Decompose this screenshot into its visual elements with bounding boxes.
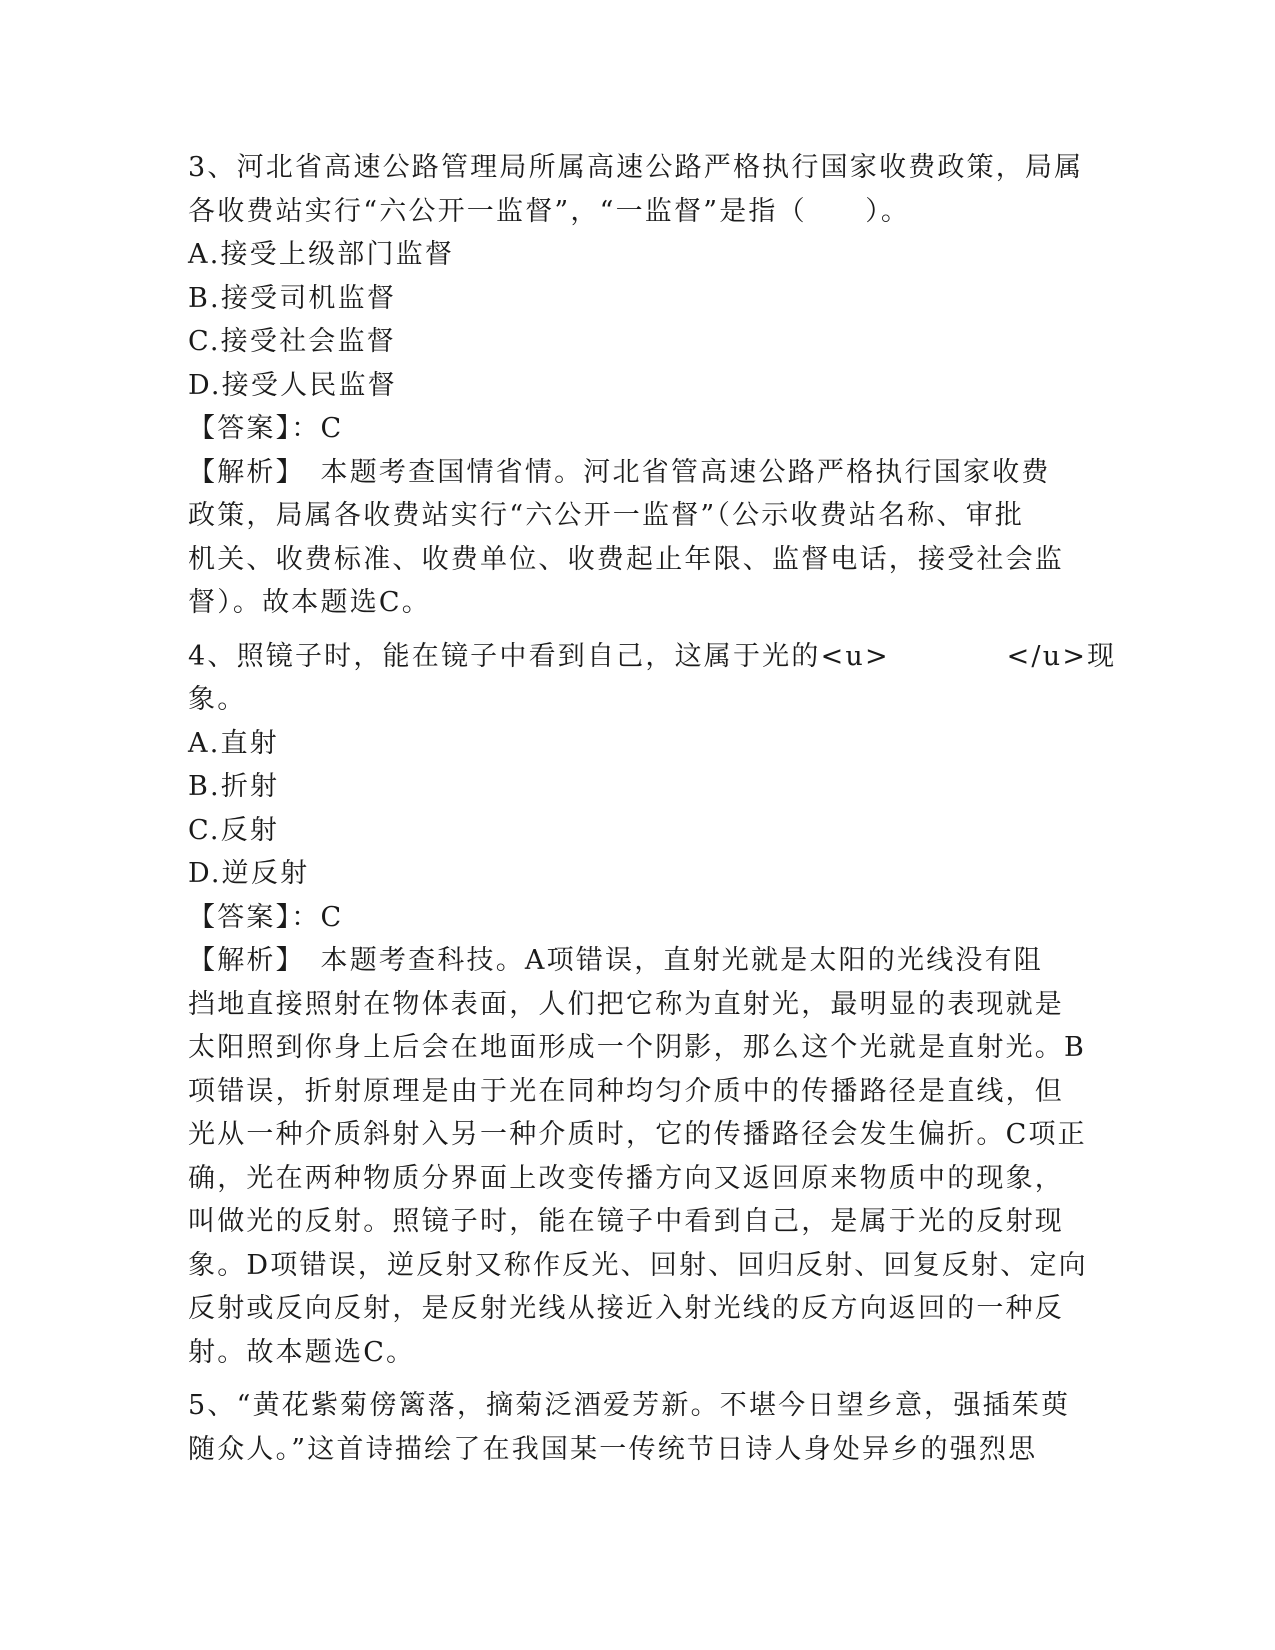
analysis-line: 【解析】 本题考查国情省情。河北省管高速公路严格执行国家收费 <box>188 456 1051 488</box>
option-d: D.逆反射 <box>188 858 310 889</box>
question-stem-line: 5、“黄花紫菊傍篱落，摘菊泛酒爱芳新。不堪今日望乡意，强插茱萸 <box>188 1390 1071 1421</box>
question-stem-line: 4、照镜子时，能在镜子中看到自己，这属于光的<u> </u>现 <box>188 640 1117 672</box>
analysis-line: 象。D项错误，逆反射又称作反光、回射、回归反射、回复反射、定向 <box>188 1249 1088 1281</box>
document-page <box>188 146 1117 1481</box>
question-stem-line: 象。 <box>188 684 247 715</box>
answer-line: 【答案】：C <box>188 413 344 444</box>
analysis-line: 【解析】 本题考查科技。A项错误，直射光就是太阳的光线没有阻 <box>188 945 1043 976</box>
analysis-line: 督）。故本题选C。 <box>188 587 431 618</box>
analysis-line: 政策，局属各收费站实行“六公开一监督”（公示收费站名称、审批 <box>188 500 1025 531</box>
question-stem-line: 各收费站实行“六公开一监督”，“一监督”是指（ ）。 <box>188 195 911 227</box>
analysis-line: 反射或反向反射，是反射光线从接近入射光线的反方向返回的一种反 <box>188 1293 1064 1324</box>
answer-line: 【答案】：C <box>188 901 344 933</box>
question-stem-line: 3、河北省高速公路管理局所属高速公路严格执行国家收费政策，局属 <box>188 152 1084 183</box>
option-c: C.接受社会监督 <box>188 326 396 357</box>
analysis-line: 太阳照到你身上后会在地面形成一个阴影，那么这个光就是直射光。B <box>188 1032 1087 1063</box>
question-4 <box>188 635 1117 1375</box>
analysis-line: 叫做光的反射。照镜子时，能在镜子中看到自己，是属于光的反射现 <box>188 1206 1064 1237</box>
analysis-line: 射。故本题选C。 <box>188 1336 416 1368</box>
analysis-line: 项错误，折射原理是由于光在同种均匀介质中的传播路径是直线，但 <box>188 1075 1064 1107</box>
question-5 <box>188 1384 1088 1471</box>
analysis-line: 确，光在两种物质分界面上改变传播方向又返回原来物质中的现象， <box>188 1162 1064 1194</box>
option-a: A.接受上级部门监督 <box>188 239 455 270</box>
analysis-line: 挡地直接照射在物体表面，人们把它称为直射光，最明显的表现就是 <box>188 988 1064 1020</box>
analysis-line: 光从一种介质斜射入另一种介质时，它的传播路径会发生偏折。C项正 <box>188 1119 1087 1150</box>
option-b: B.折射 <box>188 771 280 802</box>
option-a: A.直射 <box>188 727 279 759</box>
question-3 <box>188 146 1088 625</box>
option-c: C.反射 <box>188 814 280 846</box>
option-d: D.接受人民监督 <box>188 369 397 401</box>
option-b: B.接受司机监督 <box>188 282 397 314</box>
question-stem-line: 随众人。”这首诗描绘了在我国某一传统节日诗人身处异乡的强烈思 <box>188 1433 1038 1465</box>
analysis-line: 机关、收费标准、收费单位、收费起止年限、监督电话，接受社会监 <box>188 543 1064 575</box>
